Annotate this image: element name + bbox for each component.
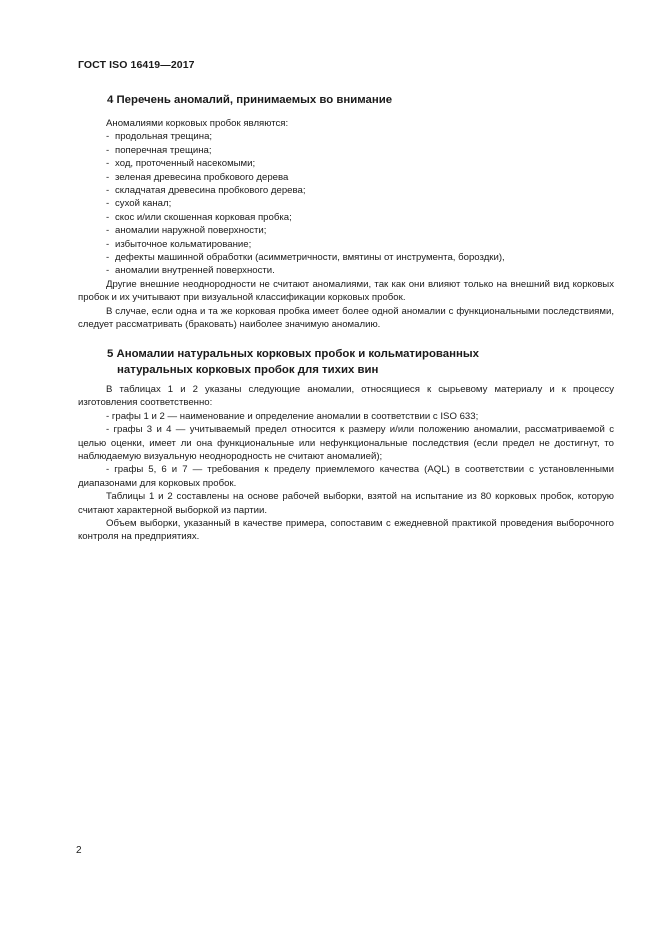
list-item: - избыточное кольматирование;: [106, 238, 252, 250]
list-item: - сухой канал;: [106, 198, 172, 210]
section-5-paragraph: Объем выборки, указанный в качестве примера, сопоставим с ежедневной практикой проведения выборочного контроля на предприятиях.: [78, 518, 614, 543]
list-item: - скос и/или скошенная корковая пробка;: [106, 211, 292, 223]
section-4-body: [78, 117, 614, 332]
list-item: - графы 3 и 4 — учитываемый предел относится к размеру и/или положению аномалии, рассматриваемой с целью оценки, имеет ли она функциональные или нефункциональные последствия (если предел не достигнут, то наблюдаемую визуальную неоднородность не считают аномалией);: [78, 424, 614, 463]
section-5-paragraph: Таблицы 1 и 2 составлены на основе рабочей выборки, взятой на испытание из 80 корковых пробок, которую считают характерной выборкой из партии.: [78, 491, 614, 516]
section-5-heading: [107, 347, 607, 378]
section-5-heading-line-2: натуральных корковых пробок для тихих вин: [117, 363, 379, 376]
section-4-heading: 4 Перечень аномалий, принимаемых во внимание: [107, 94, 393, 106]
section-5-body: [78, 383, 614, 544]
list-item: - продольная трещина;: [106, 131, 213, 143]
list-item: - ход, проточенный насекомыми;: [106, 158, 256, 170]
section-4-paragraph: Другие внешние неоднородности не считают аномалиями, так как они влияют только на внешний вид корковых пробок и их учитывают при визуальной классификации корковых пробок.: [78, 278, 614, 304]
page-number: 2: [76, 845, 82, 856]
section-5-intro: В таблицах 1 и 2 указаны следующие аномалии, относящиеся к сырьевому материалу и к процессу изготовления соответственно:: [78, 384, 614, 409]
list-item: - аномалии внутренней поверхности.: [106, 265, 275, 277]
list-item: - складчатая древесина пробкового дерева;: [106, 185, 306, 197]
document-header: ГОСТ ISO 16419—2017: [78, 59, 195, 71]
section-5-heading-line-1: 5 Аномалии натуральных корковых пробок и кольматированных: [107, 348, 479, 360]
list-item: - дефекты машинной обработки (асимметричности, вмятины от инструмента, бороздки),: [106, 252, 505, 264]
list-item: - зеленая древесина пробкового дерева: [106, 171, 289, 183]
list-item: - графы 1 и 2 — наименование и определение аномалии в соответствии с ISO 633;: [106, 410, 479, 422]
section-4-paragraph: В случае, если одна и та же корковая пробка имеет более одной аномалии с функциональными последствиями, следует рассматривать (браковать) наиболее значимую аномалию.: [78, 305, 614, 331]
list-item: - поперечная трещина;: [106, 144, 212, 156]
list-item: - аномалии наружной поверхности;: [106, 225, 267, 237]
section-4-intro: Аномалиями корковых пробок являются:: [106, 118, 289, 129]
list-item: - графы 5, 6 и 7 — требования к пределу приемлемого качества (AQL) в соответствии с установленными диапазонами для корковых пробок.: [78, 464, 614, 489]
